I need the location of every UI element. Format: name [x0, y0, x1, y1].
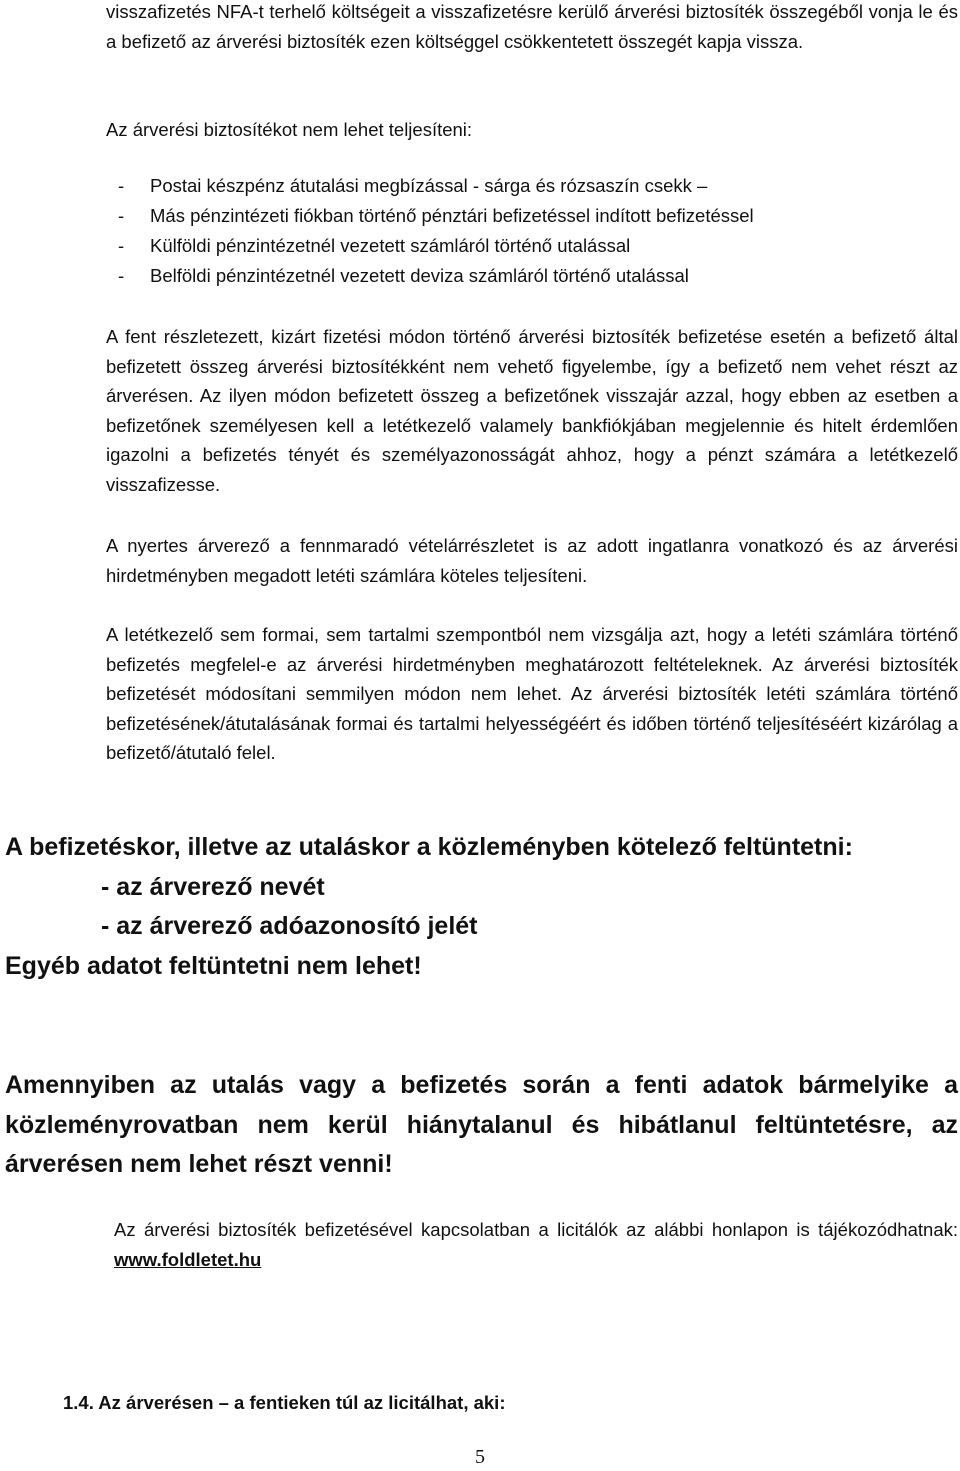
mandatory-notice-heading: A befizetéskor, illetve az utaláskor a közleményben kötelező feltüntetni: — [5, 833, 853, 861]
list-dash: - — [118, 205, 125, 226]
list-item: - Más pénzintézeti fiókban történő pénztári befizetéssel indított befizetéssel — [106, 201, 958, 231]
paragraph-refund-costs: visszafizetés NFA-t terhelő költségeit a visszafizetésre kerülő árverési biztosíték összegéből vonja le és a befizető az árverési biztosíték ezen költséggel csökkentetett összegét kapja vissza. — [106, 1, 958, 52]
paragraph-info-website: Az árverési biztosíték befizetésével kapcsolatban a licitálók az alábbi honlapon is tájékozódhatnak: www.foldletet.hu — [114, 1219, 958, 1270]
page-number: 5 — [475, 1446, 485, 1468]
paragraph-winner-payment: A nyertes árverező a fennmaradó vételárrészletet is az adott ingatlanra vonatkozó és az árverési hirdetményben megadott letéti számlára köteles teljesíteni. — [106, 535, 958, 586]
paragraph-excluded-consequence: A fent részletezett, kizárt fizetési módon történő árverési biztosíték befizetése esetén a befizető által befizetett összeg árverési biztosítékként nem vehető figyelembe, így a befizető nem vehet részt az árverésen. Az ilyen módon befizetett összeg a befizetőnek visszajár azzal, hogy ebben az esetben a befizetőnek személyesen kell a letétkezelő valamely bankfiókjában megjelennie és hitelt érdemlően igazolni a befizetés tényét és személyazonosságát ahhoz, hogy a pénzt számára a letétkezelő visszafizesse. — [106, 326, 958, 495]
no-other-data-notice: Egyéb adatot feltüntetni nem lehet! — [5, 951, 422, 980]
warning-paragraph: Amennyiben az utalás vagy a befizetés során a fenti adatok bármelyike a közleményrovatban nem kerül hiánytalanul és hibátlanul feltüntetésre, az árverésen nem lehet részt venni! — [5, 1071, 958, 1178]
mandatory-item-taxid: - az árverező adóazonosító jelét — [101, 912, 478, 940]
mandatory-item-name: - az árverező nevét — [101, 872, 325, 901]
list-dash: - — [118, 175, 125, 196]
paragraph-custodian: A letétkezelő sem formai, sem tartalmi szempontból nem vizsgálja azt, hogy a letéti számlára történő befizetés megfelel-e az árverési hirdetményben meghatározott feltételeknek. Az árverési biztosíték befizetését módosítani semmilyen módon nem lehet. Az árverési biztosíték letéti számlára történő befizetésének/átutalásának formai és tartalmi helyességéért és időben történő teljesítéséért kizárólag a befizető/átutaló felel. — [106, 624, 958, 763]
list-item: - Külföldi pénzintézetnél vezetett számláról történő utalással — [106, 231, 958, 261]
list-item: - Belföldi pénzintézetnél vezetett deviza számláról történő utalással — [106, 261, 958, 291]
paragraph-not-allowed-intro: Az árverési biztosítékot nem lehet teljesíteni: — [106, 119, 473, 140]
list-dash: - — [118, 235, 125, 256]
list-dash: - — [118, 265, 125, 286]
list-item: - Postai készpénz átutalási megbízással - sárga és rózsaszín csekk – — [106, 171, 958, 201]
excluded-methods-list — [106, 171, 958, 291]
mandatory-notice-block — [5, 828, 958, 986]
section-heading: 1.4. Az árverésen – a fentieken túl az licitálhat, aki: — [63, 1392, 506, 1413]
website-link[interactable]: www.foldletet.hu — [114, 1248, 262, 1270]
